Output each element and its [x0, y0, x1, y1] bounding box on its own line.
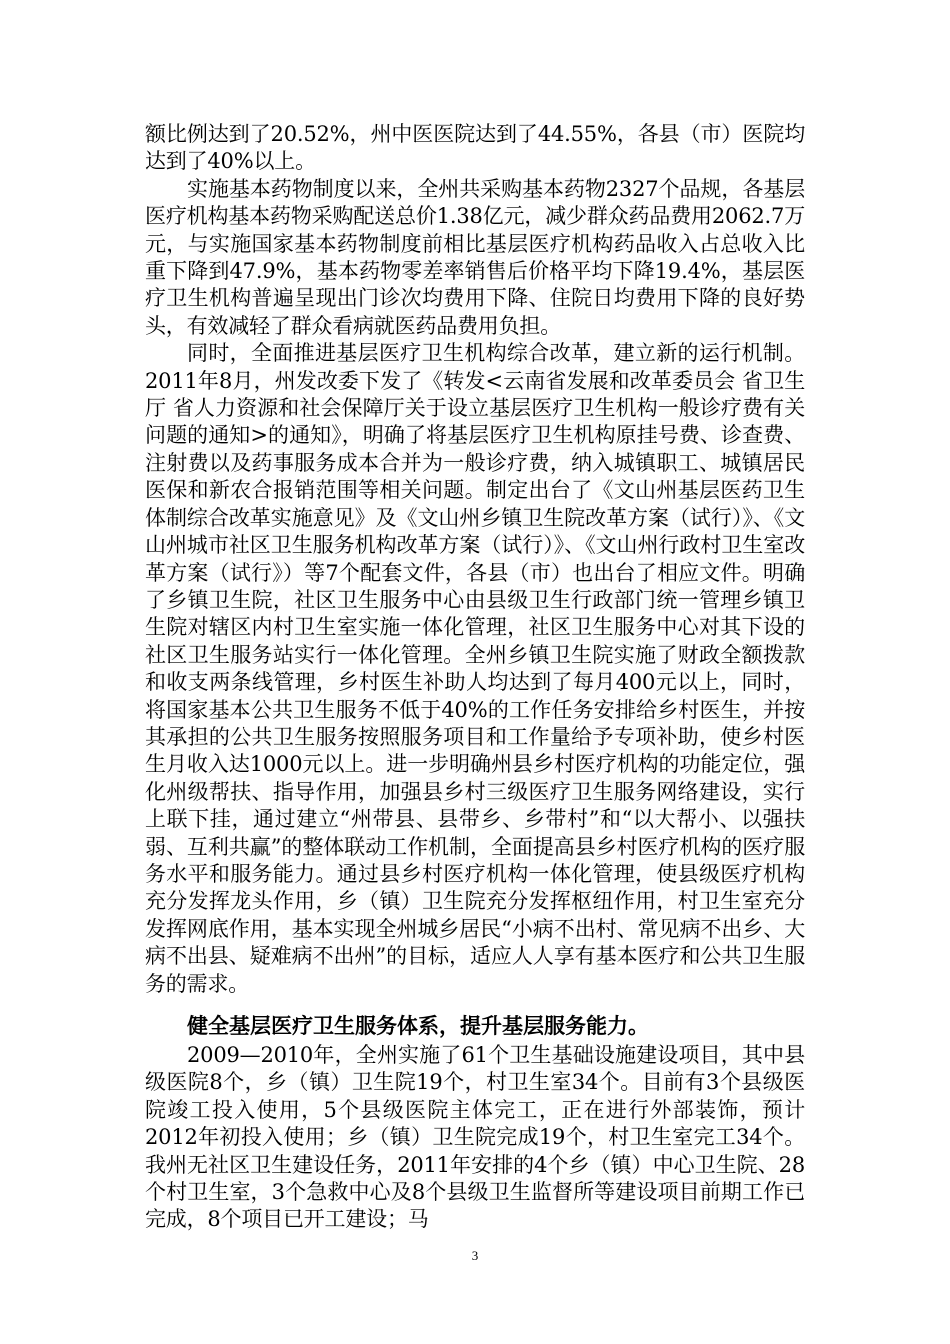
section-heading: 健全基层医疗卫生服务体系，提升基层服务能力。 — [187, 1013, 649, 1038]
paragraph-essential-drugs: 实施基本药物制度以来，全州共采购基本药物2327个品规，各基层医疗机构基本药物采购配送总价1.38亿元，减少群众药品费用2062.7万元，与实施国家基本药物制度前相比基层医疗机构药品收入占总收入比重下降到47.9%，基本药物零差率销售后价格平均下降19.4%，基层医疗卫生机构普遍呈现出门诊次均费用下降、住院日均费用下降的良好势头，有效减轻了群众看病就医药品费用负担。 — [145, 176, 805, 338]
paragraph-comprehensive-reform: 同时，全面推进基层医疗卫生机构综合改革，建立新的运行机制。2011年8月，州发改委下发了《转发<云南省发展和改革委员会 省卫生厅 省人力资源和社会保障厅关于设立基层医疗卫生机构一般诊疗费有关问题的通知>的通知》，明确了将基层医疗卫生机构原挂号费、诊查费、注射费以及药事服务成本合并为一般诊疗费，纳入城镇职工、城镇居民医保和新农合报销范围等相关问题。制定出台了《文山州基层医药卫生体制综合改革实施意见》及《文山州乡镇卫生院改革方案（试行）》、《文山州城市社区卫生服务机构改革方案（试行）》、《文山州行政村卫生室改革方案（试行》）等7个配套文件，各县（市）也出台了相应文件。明确了乡镇卫生院，社区卫生服务中心由县级卫生行政部门统一管理乡镇卫生院对辖区内村卫生室实施一体化管理，社区卫生服务中心对其下设的社区卫生服务站实行一体化管理。全州乡镇卫生院实施了财政全额拨款和收支两条线管理，乡村医生补助人均达到了每月400元以上，同时，将国家基本公共卫生服务不低于40%的工作任务安排给乡村医生，并按其承担的公共卫生服务按照服务项目和工作量给予专项补助，使乡村医生月收入达1000元以上。进一步明确州县乡村医疗机构的功能定位，强化州级帮扶、指导作用，加强县乡村三级医疗卫生服务网络建设，实行上联下挂，通过建立“州带县、县带乡、乡带村”和“以大帮小、以强扶弱、互利共赢”的整体联动工作机制，全面提高县乡村医疗机构的医疗服务水平和服务能力。通过县乡村医疗机构一体化管理，使县级医疗机构充分发挥龙头作用，乡（镇）卫生院充分发挥枢纽作用，村卫生室充分发挥网底作用，基本实现全州城乡居民“小病不出村、常见病不出乡、大病不出县、疑难病不出州”的目标，适应人人享有基本医疗和公共卫生服务的需求。 — [145, 341, 805, 996]
paragraph-continuation: 额比例达到了20.52%，州中医医院达到了44.55%，各县（市）医院均达到了40%以上。 — [145, 122, 805, 174]
paragraph-infrastructure: 2009—2010年，全州实施了61个卫生基础设施建设项目，其中县级医院8个，乡（镇）卫生院19个，村卫生室34个。目前有3个县级医院竣工投入使用，5个县级医院主体完工，正在进行外部装饰，预计2012年初投入使用；乡（镇）卫生院完成19个，村卫生室完工34个。我州无社区卫生建设任务，2011年安排的4个乡（镇）中心卫生院、28个村卫生室，3个急救中心及8个县级卫生监督所等建设项目前期工作已完成，8个项目已开工建设；马 — [145, 1043, 805, 1232]
page-number: 3 — [471, 1248, 479, 1263]
page-body — [145, 121, 805, 1234]
